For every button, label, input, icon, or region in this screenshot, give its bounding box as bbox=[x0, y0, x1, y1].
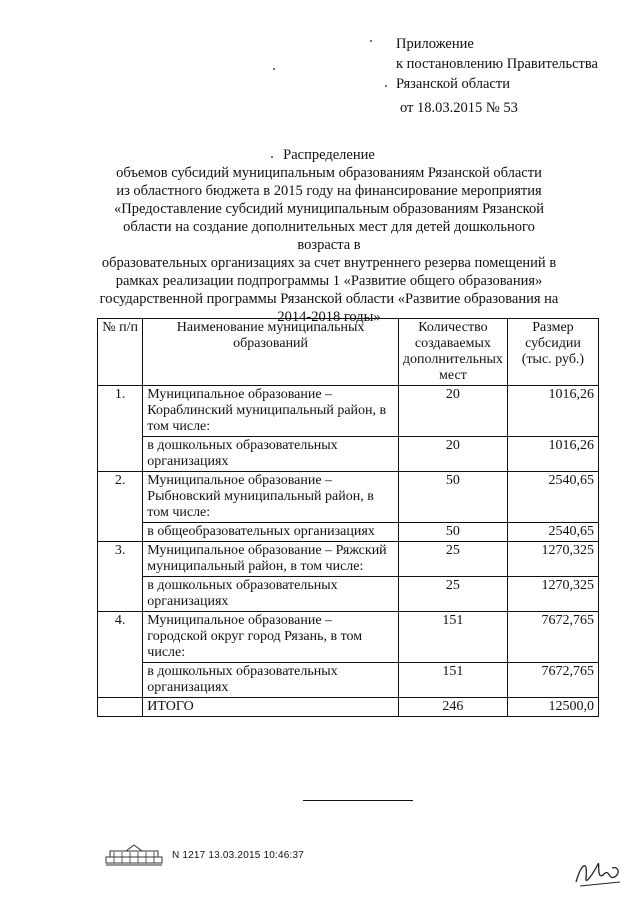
table-row bbox=[98, 542, 599, 577]
table-row bbox=[98, 386, 599, 437]
scan-speck bbox=[370, 40, 372, 42]
table-header-row bbox=[98, 319, 599, 386]
table-row bbox=[98, 612, 599, 663]
signature-icon bbox=[572, 852, 624, 892]
row-name: Муниципальное образование – городской округ город Рязань, в том числе: bbox=[143, 612, 399, 663]
row-count: 151 bbox=[398, 612, 507, 663]
subrow-amount: 7672,765 bbox=[507, 663, 598, 698]
table-subrow bbox=[98, 663, 599, 698]
row-amount: 7672,765 bbox=[507, 612, 598, 663]
title-line: образовательных организациях за счет внутреннего резерва помещений в bbox=[101, 255, 557, 271]
table-subrow bbox=[98, 523, 599, 542]
appendix-decree: к постановлению Правительства bbox=[396, 56, 598, 72]
total-label: ИТОГО bbox=[143, 698, 399, 717]
scan-speck bbox=[385, 85, 387, 87]
title-line: «Предоставление субсидий муниципальным образованиям Рязанской bbox=[114, 201, 544, 217]
row-num: 1. bbox=[98, 386, 143, 472]
subrow-count: 20 bbox=[398, 437, 507, 472]
registration-number: N 1217 13.03.2015 10:46:37 bbox=[172, 849, 304, 861]
title-line: государственной программы Рязанской области «Развитие образования на bbox=[99, 291, 559, 307]
subrow-amount: 1270,325 bbox=[507, 577, 598, 612]
title-line: из областного бюджета в 2015 году на финансирование мероприятия bbox=[116, 183, 542, 199]
end-divider bbox=[303, 800, 413, 801]
appendix-region: Рязанской области bbox=[396, 76, 510, 92]
subrow-count: 50 bbox=[398, 523, 507, 542]
title-line: Распределение bbox=[283, 147, 375, 163]
subrow-name: в дошкольных образовательных организациях bbox=[143, 663, 399, 698]
title-line: области на создание дополнительных мест для детей дошкольного возраста в bbox=[123, 219, 535, 253]
building-logo-icon bbox=[104, 843, 164, 867]
row-count: 50 bbox=[398, 472, 507, 523]
subrow-count: 25 bbox=[398, 577, 507, 612]
total-num bbox=[98, 698, 143, 717]
subrow-count: 151 bbox=[398, 663, 507, 698]
appendix-date: от 18.03.2015 № 53 bbox=[400, 100, 518, 116]
row-name: Муниципальное образование – Рыбновский муниципальный район, в том числе: bbox=[143, 472, 399, 523]
row-num: 4. bbox=[98, 612, 143, 698]
document-title bbox=[96, 146, 562, 326]
row-name: Муниципальное образование – Ряжский муниципальный район, в том числе: bbox=[143, 542, 399, 577]
subrow-name: в дошкольных образовательных организациях bbox=[143, 577, 399, 612]
subrow-name: в общеобразовательных организациях bbox=[143, 523, 399, 542]
table-subrow bbox=[98, 577, 599, 612]
row-num: 3. bbox=[98, 542, 143, 612]
appendix-title: Приложение bbox=[396, 36, 474, 52]
table-row bbox=[98, 472, 599, 523]
table-subrow bbox=[98, 437, 599, 472]
title-line: объемов субсидий муниципальным образованиям Рязанской области bbox=[116, 165, 542, 181]
row-amount: 1270,325 bbox=[507, 542, 598, 577]
subrow-amount: 2540,65 bbox=[507, 523, 598, 542]
row-name: Муниципальное образование – Кораблинский муниципальный район, в том числе: bbox=[143, 386, 399, 437]
subsidy-table bbox=[97, 318, 599, 717]
table-total-row bbox=[98, 698, 599, 717]
row-num: 2. bbox=[98, 472, 143, 542]
header-num: № п/п bbox=[98, 319, 143, 386]
registration-footer bbox=[104, 843, 304, 867]
title-line: 2014-2018 годы» bbox=[277, 309, 381, 325]
row-count: 25 bbox=[398, 542, 507, 577]
header-amount: Размер субсидии (тыс. руб.) bbox=[507, 319, 598, 386]
header-name: Наименование муниципальных образований bbox=[143, 319, 399, 386]
header-count: Количество создаваемых дополнительных мест bbox=[398, 319, 507, 386]
appendix-block bbox=[396, 34, 598, 118]
row-amount: 2540,65 bbox=[507, 472, 598, 523]
row-count: 20 bbox=[398, 386, 507, 437]
subrow-amount: 1016,26 bbox=[507, 437, 598, 472]
total-amount: 12500,0 bbox=[507, 698, 598, 717]
total-count: 246 bbox=[398, 698, 507, 717]
title-line: рамках реализации подпрограммы 1 «Развитие общего образования» bbox=[115, 273, 543, 289]
subrow-name: в дошкольных образовательных организациях bbox=[143, 437, 399, 472]
scan-speck bbox=[273, 68, 275, 70]
row-amount: 1016,26 bbox=[507, 386, 598, 437]
